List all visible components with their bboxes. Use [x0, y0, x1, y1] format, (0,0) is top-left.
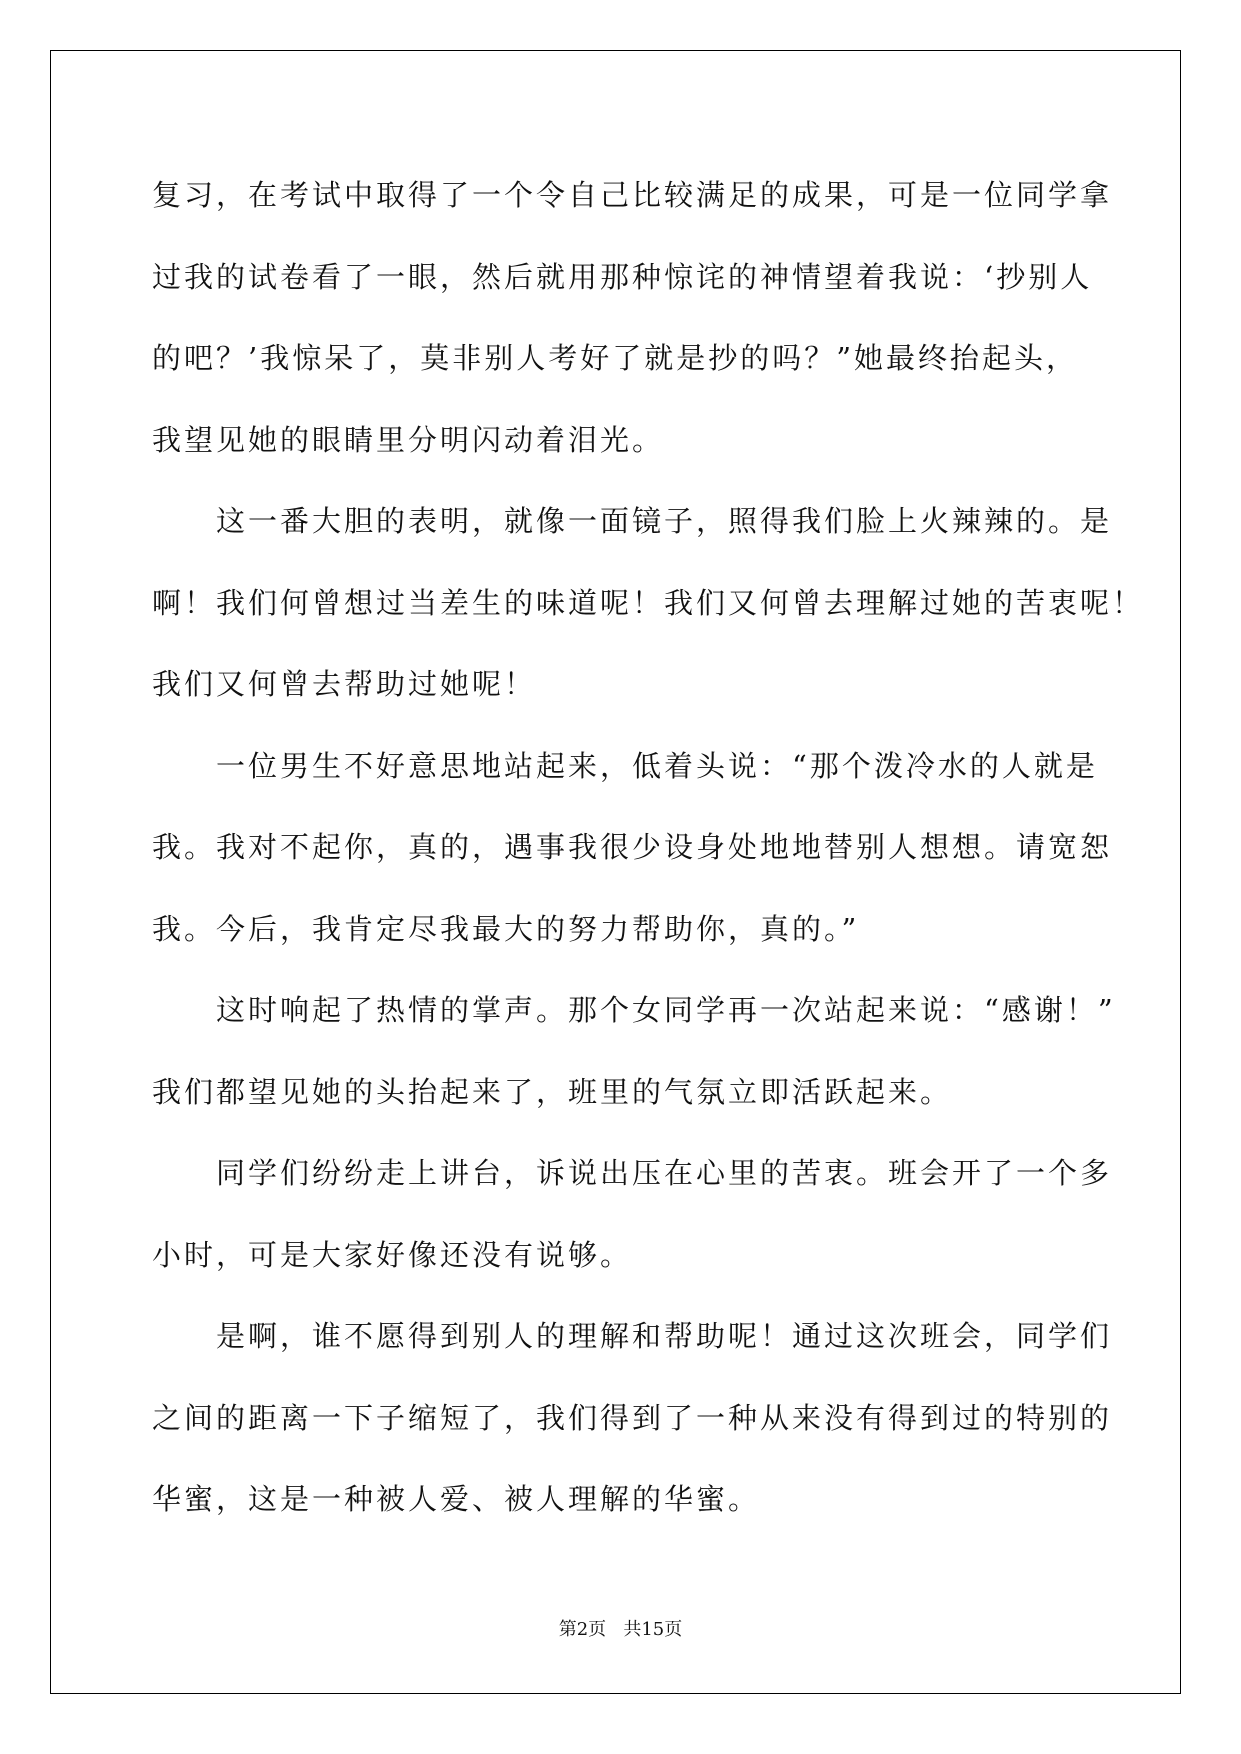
- text-line: 之间的距离一下子缩短了，我们得到了一种从来没有得到过的特别的: [152, 1400, 1113, 1435]
- text-line: 小时，可是大家好像还没有说够。: [152, 1237, 633, 1272]
- text-line: 我们又何曾去帮助过她呢！: [152, 667, 537, 701]
- paragraph: [152, 1133, 1113, 1296]
- paragraph: [152, 155, 1113, 481]
- paragraph: [152, 970, 1116, 1133]
- page-total: 共15页: [623, 1619, 683, 1640]
- paragraph: [152, 726, 1113, 971]
- text-line: 华蜜，这是一种被人爱、被人理解的华蜜。: [152, 1482, 761, 1516]
- text-line: 一位男生不好意思地站起来，低着头说：“那个泼冷水的人就是: [216, 748, 1098, 783]
- paragraph: [152, 481, 1145, 726]
- text-line: 是啊，谁不愿得到别人的理解和帮助呢！通过这次班会，同学们: [216, 1319, 1113, 1353]
- text-line: 的吧？’我惊呆了，莫非别人考好了就是抄的吗？”她最终抬起头，: [152, 341, 1079, 375]
- text-line: 我望见她的眼睛里分明闪动着泪光。: [152, 422, 665, 457]
- text-line: 我。我对不起你，真的，遇事我很少设身处地地替别人想想。请宽恕: [152, 830, 1113, 864]
- text-line: 啊！我们何曾想过当差生的味道呢！我们又何曾去理解过她的苦衷呢！: [152, 585, 1145, 620]
- paragraph: [152, 1296, 1113, 1541]
- page-number: 第2页: [558, 1619, 607, 1640]
- text-line: 同学们纷纷走上讲台，诉说出压在心里的苦衷。班会开了一个多: [216, 1156, 1113, 1190]
- text-line: 这一番大胆的表明，就像一面镜子，照得我们脸上火辣辣的。是: [216, 504, 1113, 538]
- text-line: 我们都望见她的头抬起来了，班里的气氛立即活跃起来。: [152, 1074, 953, 1109]
- document-body: [152, 155, 1145, 1541]
- text-line: 过我的试卷看了一眼，然后就用那种惊诧的神情望着我说：‘抄别人: [152, 259, 1093, 294]
- text-line: 这时响起了热情的掌声。那个女同学再一次站起来说：“感谢！”: [216, 993, 1116, 1027]
- text-line: 我。今后，我肯定尽我最大的努力帮助你，真的。”: [152, 911, 860, 946]
- page-footer: [0, 1615, 1241, 1641]
- text-line: 复习，在考试中取得了一个令自己比较满足的成果，可是一位同学拿: [152, 178, 1113, 212]
